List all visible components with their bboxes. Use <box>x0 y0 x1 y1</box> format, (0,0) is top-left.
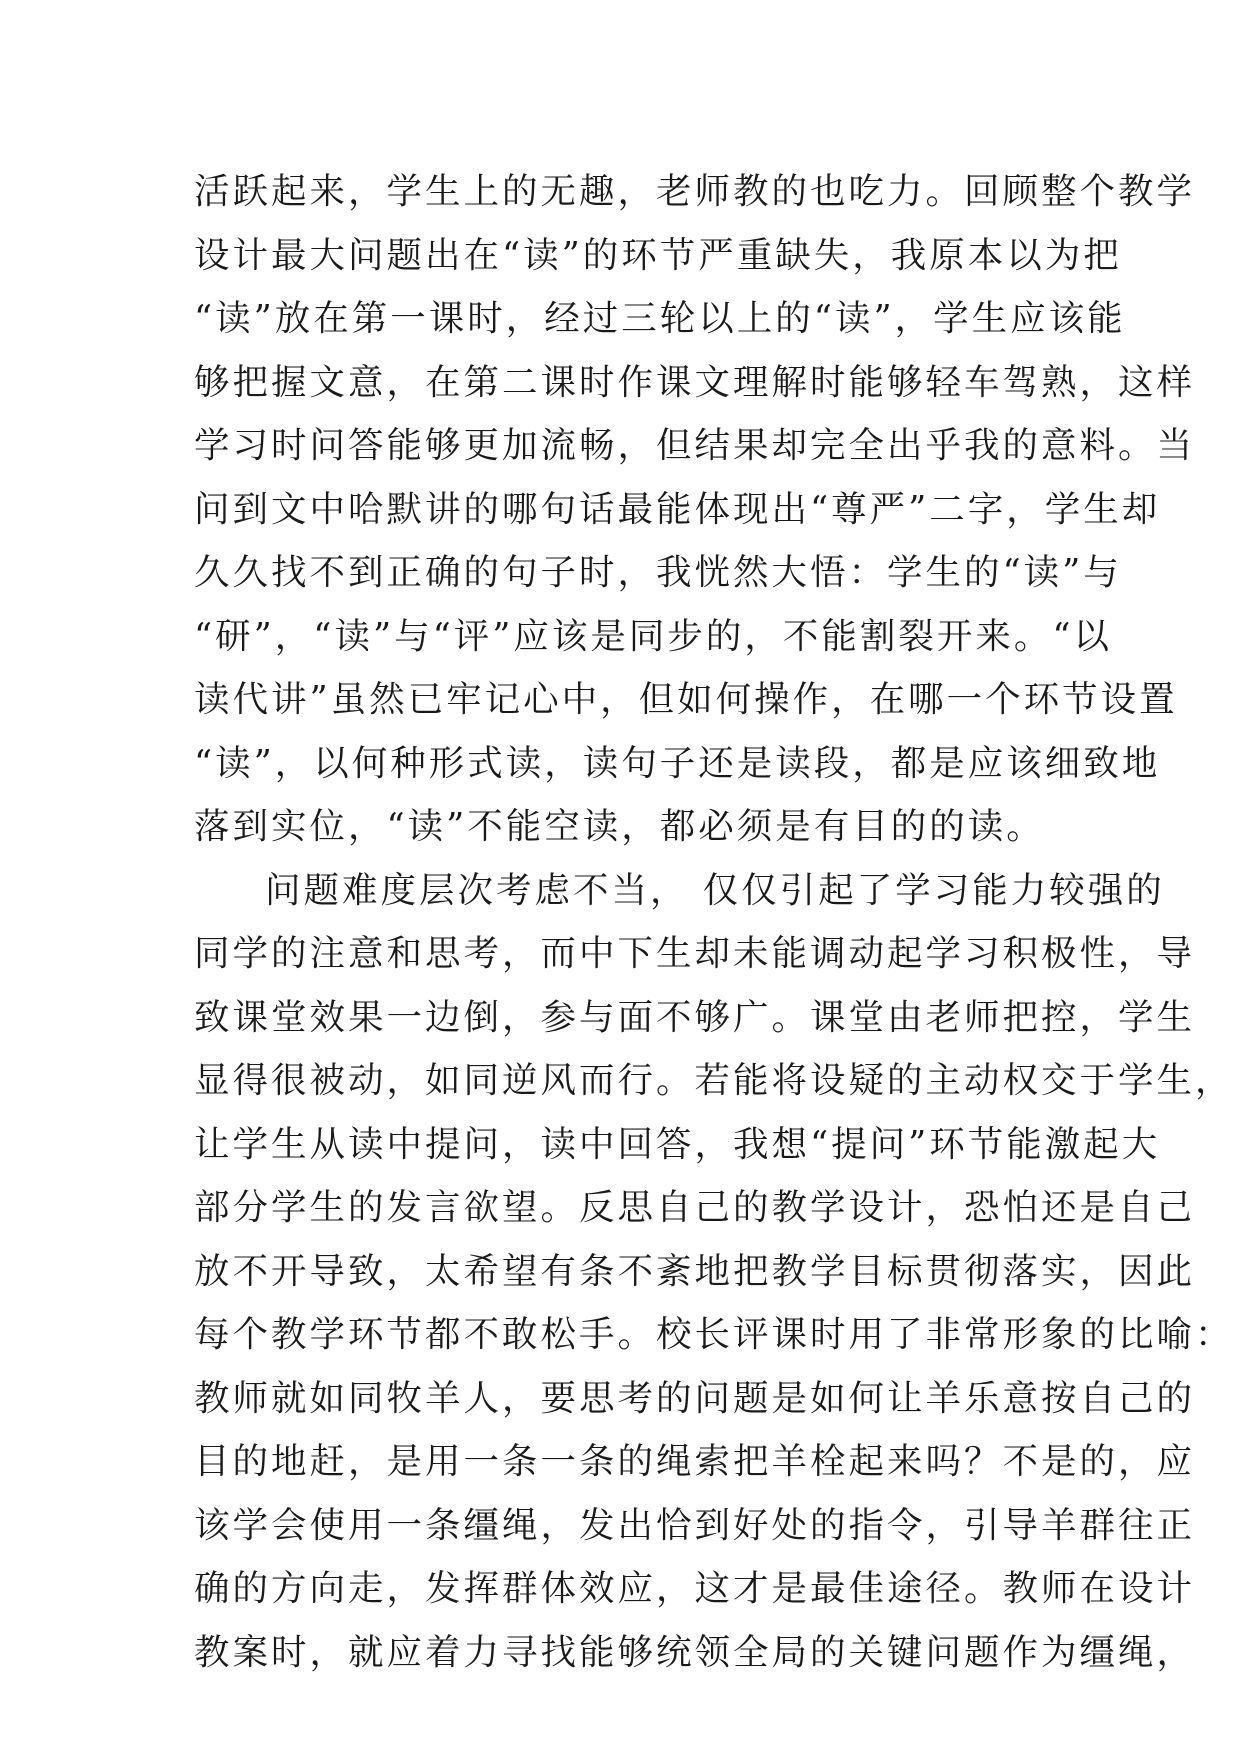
text-line: 确的方向走，发挥群体效应，这才是最佳途径。教师在设计 <box>194 1568 1196 1609</box>
text-line: 教案时，就应着力寻找能够统领全局的关键问题作为缰绳， <box>194 1631 1196 1673</box>
text-line: 活跃起来，学生上的无趣，老师教的也吃力。回顾整个教学 <box>194 171 1196 212</box>
text-line: “读”，以何种形式读，读句子还是读段，都是应该细致地 <box>194 742 1161 784</box>
text-line: 学习时问答能够更加流畅，但结果却完全出乎我的意料。当 <box>194 425 1196 466</box>
text-line: 目的地赶，是用一条一条的绳索把羊栓起来吗？不是的，应 <box>194 1441 1196 1482</box>
text-line: 显得很被动，如同逆风而行。若能将设疑的主动权交于学生， <box>194 1060 1234 1101</box>
text-line: 落到实位，“读”不能空读，都必须是有目的的读。 <box>194 806 1045 847</box>
text-line: “读”放在第一课时，经过三轮以上的“读”，学生应该能 <box>194 298 1126 339</box>
paragraph-first-line: 问题难度层次考虑不当， 仅仅引起了学习能力较强的 <box>265 869 1165 911</box>
text-line: 让学生从读中提问，读中回答，我想“提问”环节能激起大 <box>194 1123 1161 1165</box>
text-line: 久久找不到正确的句子时，我恍然大悟：学生的“读”与 <box>194 552 1122 593</box>
body-text <box>194 160 1234 1684</box>
text-line: 教师就如同牧羊人，要思考的问题是如何让羊乐意按自己的 <box>194 1377 1196 1419</box>
text-line: 够把握文意，在第二课时作课文理解时能够轻车驾熟，这样 <box>194 361 1196 403</box>
text-line: 设计最大问题出在“读”的环节严重缺失，我原本以为把 <box>194 234 1122 276</box>
text-line: 部分学生的发言欲望。反思自己的教学设计，恐怕还是自己 <box>194 1187 1196 1228</box>
text-line: 问到文中哈默讲的哪句话最能体现出“尊严”二字，学生却 <box>194 488 1161 530</box>
text-line: “研”，“读”与“评”应该是同步的，不能割裂开来。“以 <box>194 615 1113 657</box>
text-line: 致课堂效果一边倒，参与面不够广。课堂由老师把控，学生 <box>194 996 1196 1038</box>
text-line: 放不开导致，太希望有条不紊地把教学目标贯彻落实，因此 <box>194 1250 1196 1292</box>
text-line: 读代讲”虽然已牢记心中，但如何操作，在哪一个环节设置 <box>194 679 1178 720</box>
text-line: 该学会使用一条缰绳，发出恰到好处的指令，引导羊群往正 <box>194 1504 1196 1546</box>
text-line: 每个教学环节都不敢松手。校长评课时用了非常形象的比喻： <box>194 1314 1234 1355</box>
text-line: 同学的注意和思考，而中下生却未能调动起学习积极性，导 <box>194 933 1196 974</box>
